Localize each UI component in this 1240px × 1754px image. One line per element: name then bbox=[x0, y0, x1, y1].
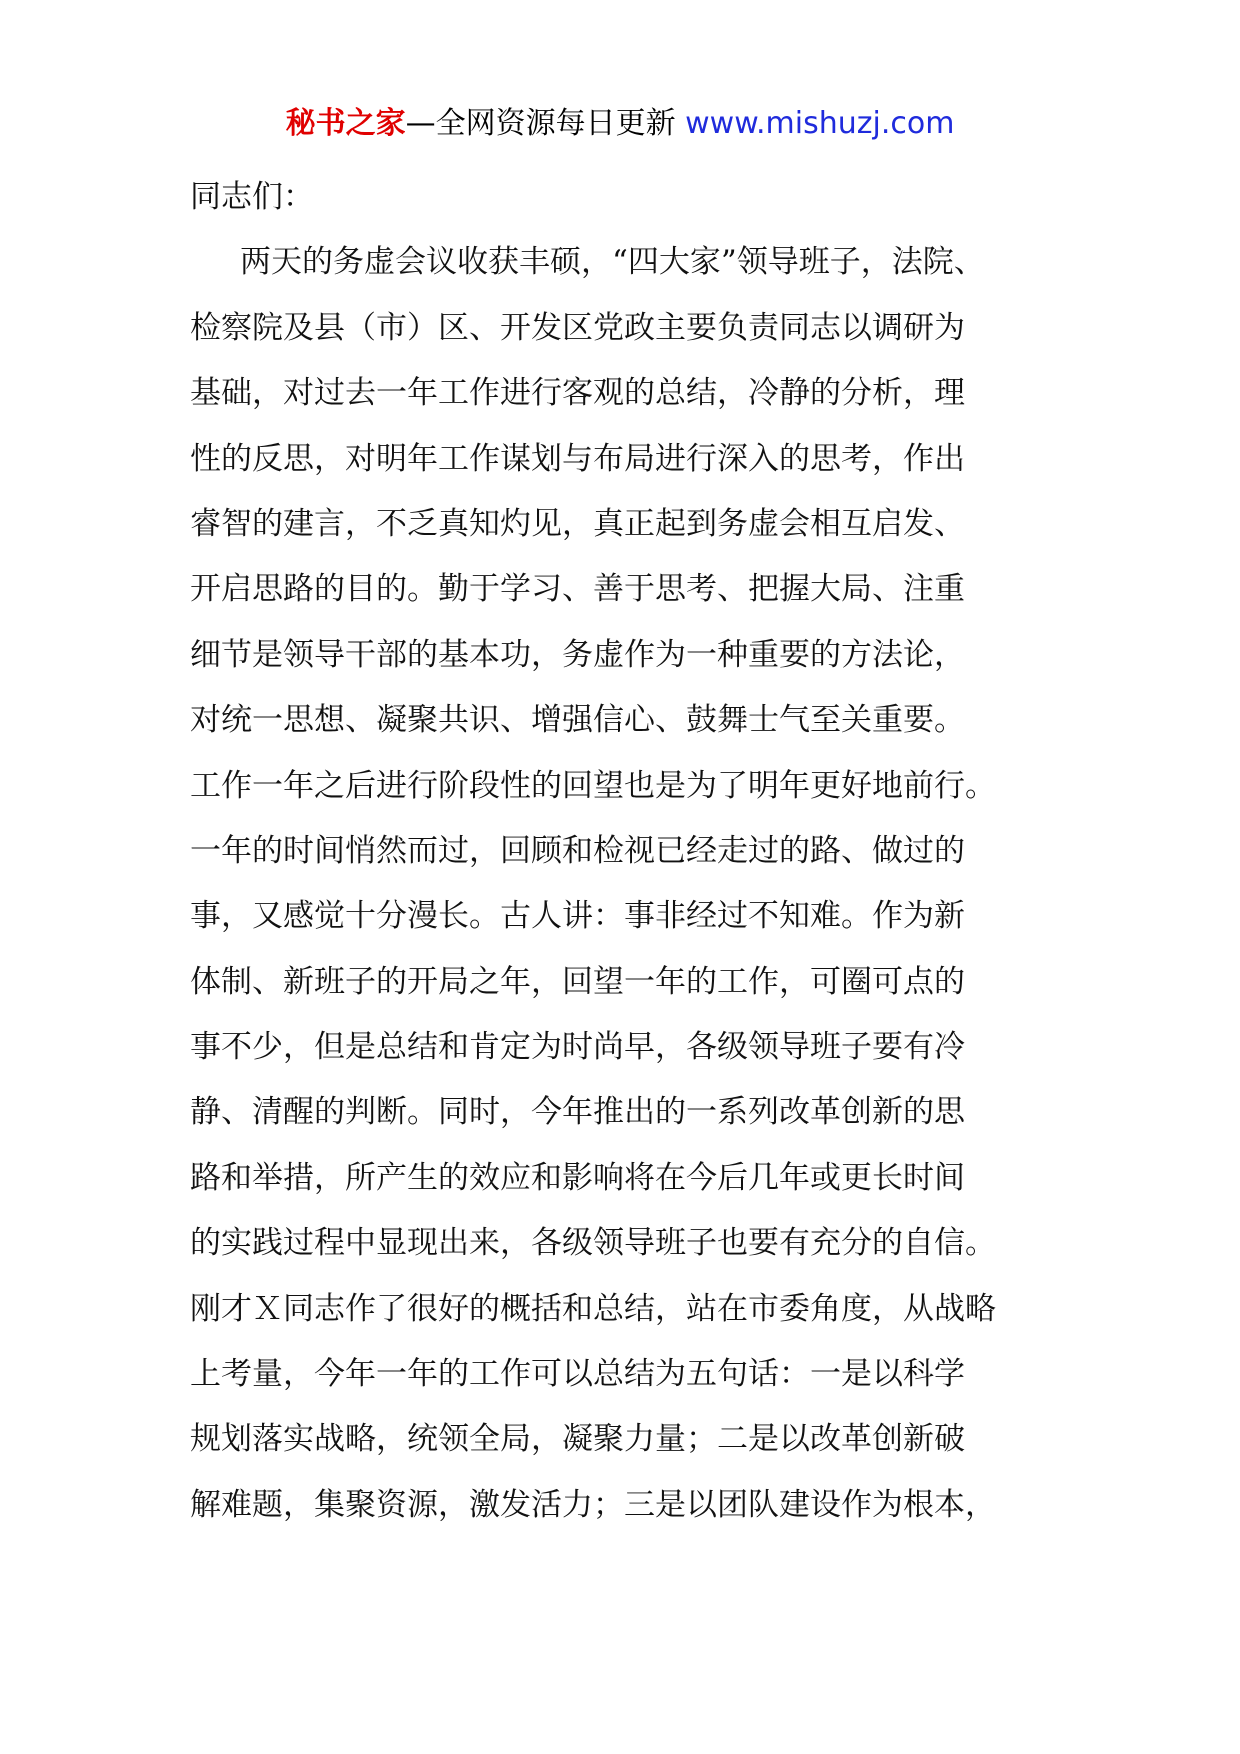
paragraph-line: 体制、新班子的开局之年，回望一年的工作，可圈可点的 bbox=[190, 963, 965, 1000]
paragraph-line: 刚才Ｘ同志作了很好的概括和总结，站在市委角度，从战略 bbox=[190, 1290, 996, 1327]
site-url-link[interactable]: www.mishuzj.com bbox=[685, 106, 955, 141]
paragraph-line: 两天的务虚会议收获丰硕，“四大家”领导班子，法院、 bbox=[240, 244, 985, 281]
header-tagline: —全网资源每日更新 bbox=[405, 106, 676, 141]
paragraph-line: 工作一年之后进行阶段性的回望也是为了明年更好地前行。 bbox=[190, 767, 996, 804]
paragraph-line: 对统一思想、凝聚共识、增强信心、鼓舞士气至关重要。 bbox=[190, 702, 965, 739]
brand-name: 秘书之家 bbox=[285, 106, 406, 141]
paragraph-line: 静、清醒的判断。同时，今年推出的一系列改革创新的思 bbox=[190, 1094, 965, 1131]
paragraph-line: 事，又感觉十分漫长。古人讲：事非经过不知难。作为新 bbox=[190, 898, 965, 935]
paragraph-line: 规划落实战略，统领全局，凝聚力量；二是以改革创新破 bbox=[190, 1421, 965, 1458]
paragraph-line: 睿智的建言，不乏真知灼见，真正起到务虚会相互启发、 bbox=[190, 505, 965, 542]
paragraph-line: 一年的时间悄然而过，回顾和检视已经走过的路、做过的 bbox=[190, 832, 965, 869]
salutation: 同志们： bbox=[190, 179, 314, 215]
paragraph-line: 的实践过程中显现出来，各级领导班子也要有充分的自信。 bbox=[190, 1225, 996, 1262]
paragraph-line: 细节是领导干部的基本功，务虚作为一种重要的方法论， bbox=[190, 636, 965, 673]
paragraph-line: 基础，对过去一年工作进行客观的总结，冷静的分析，理 bbox=[190, 375, 965, 412]
paragraph-line: 上考量，今年一年的工作可以总结为五句话：一是以科学 bbox=[190, 1356, 965, 1393]
paragraph-line: 路和举措，所产生的效应和影响将在今后几年或更长时间 bbox=[190, 1159, 965, 1196]
paragraph-line: 解难题，集聚资源，激发活力；三是以团队建设作为根本， bbox=[190, 1486, 996, 1523]
document-body bbox=[190, 165, 1070, 1538]
paragraph-line: 事不少，但是总结和肯定为时尚早，各级领导班子要有冷 bbox=[190, 1029, 965, 1066]
paragraph-line: 开启思路的目的。勤于学习、善于思考、把握大局、注重 bbox=[190, 571, 965, 608]
page-header bbox=[0, 101, 1240, 147]
paragraph-line: 性的反思，对明年工作谋划与布局进行深入的思考，作出 bbox=[190, 440, 965, 477]
paragraph-line: 检察院及县（市）区、开发区党政主要负责同志以调研为 bbox=[190, 309, 965, 346]
